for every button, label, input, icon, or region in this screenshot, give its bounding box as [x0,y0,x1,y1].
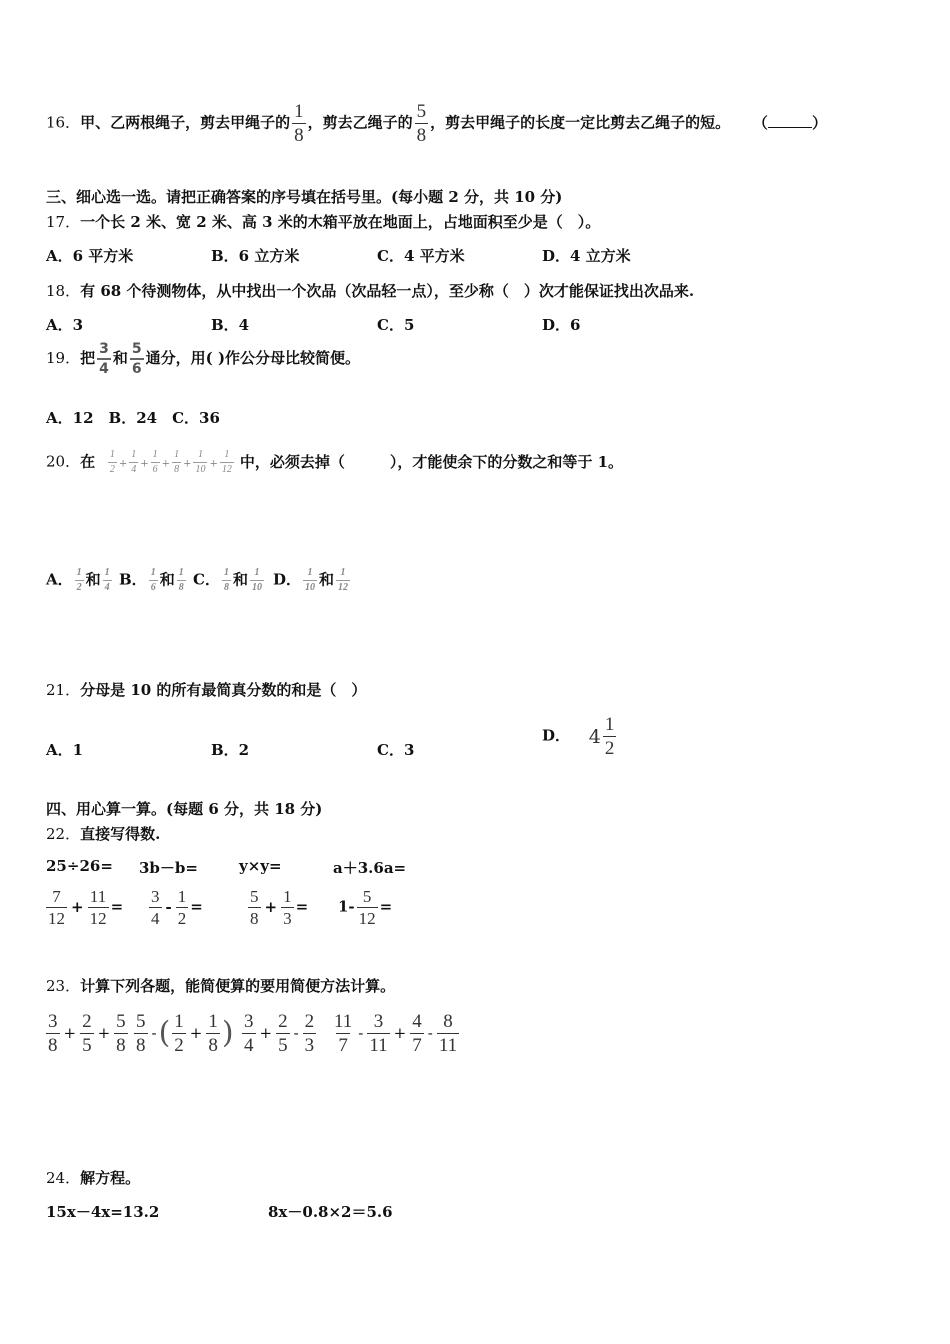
q21-option-a[interactable]: A．1 [46,741,84,759]
section-4-title: 四、用心算一算。(每题 6 分，共 18 分) [46,800,323,818]
q24 [46,1167,140,1188]
q23-expr-3-fraction-1: $\frac{3}{4}$ [244,1011,254,1056]
q23-expr-3-fraction-2: $\frac{2}{5}$ [278,1011,288,1056]
q20-number: 20． [46,452,81,471]
q23-expr-3-fraction-3: $\frac{2}{3}$ [304,1011,315,1056]
q20 [46,450,623,475]
q20-sum-fraction-3: $\frac{1}{6}$ [152,449,158,475]
q23-expr-4: $\frac{11}{7}$ - $\frac{3}{11}$ + $\frac{4}{7}$ - $\frac{8}{11}$ [334,1011,458,1056]
q22-row2-expr-2: $\frac{3}{4}$ - $\frac{1}{2}$ = [151,887,203,928]
q23-expr-4-fraction-1: $\frac{11}{7}$ [334,1011,353,1056]
q23-expr-1-fraction-2: $\frac{2}{5}$ [82,1011,92,1056]
q20-text-part2: 中，必须去掉（ ），才能使余下的分数之和等于 1。 [239,452,624,471]
q21-number: 21． [46,681,81,699]
q22-title: 直接写得数. [80,825,161,843]
q16-fraction-2: $\frac{5}{8}$ [416,101,427,146]
q20-option-b[interactable]: B． $\frac{1}{6}$ 和 $\frac{1}{8}$ [119,567,184,593]
q16-text-part2: ，剪去乙绳子的 [307,113,413,132]
q19-fraction-2: $\frac{5}{6}$ [131,341,142,377]
q19-text-part1: 把 [80,349,96,367]
q23-title: 计算下列各题，能简便算的要用简便方法计算。 [80,977,396,995]
q18-option-a[interactable]: A．3 [46,316,84,334]
q17-option-b[interactable]: B．6 立方米 [211,247,300,265]
q22-row1-expr-1: 25÷26= [46,857,113,875]
q22-row1-expr-4: a＋3.6a= [333,859,407,877]
q23-expr-2-fraction-2: $\frac{1}{8}$ [208,1011,218,1056]
q20-option-c-fraction-1: $\frac{1}{8}$ [223,567,229,593]
q21-option-d-whole: 4 [588,725,601,748]
q23-expr-2-fraction-0: $\frac{5}{8}$ [136,1011,146,1056]
q16-answer-blank[interactable]: （ ） [752,113,827,132]
q22-row2-expr-3: $\frac{5}{8}$ + $\frac{1}{3}$ = [250,887,309,928]
q18 [46,280,694,301]
q18-option-c[interactable]: C．5 [377,316,415,334]
q19-number: 19． [46,349,81,367]
q23-expr-1-fraction-3: $\frac{5}{8}$ [116,1011,126,1056]
q23-expr-2-left-paren: ( [158,1015,171,1051]
q23-expr-4-fraction-3: $\frac{4}{7}$ [412,1011,422,1056]
q20-sum-fraction-2: $\frac{1}{4}$ [131,449,137,475]
q21-text: 分母是 10 的所有最简真分数的和是（ ） [80,681,367,699]
q22-row2-expr-1-fraction-1: $\frac{7}{12}$ [48,887,65,928]
q23-expr-1: $\frac{3}{8}$ + $\frac{2}{5}$ + $\frac{5}{8}$ [48,1011,126,1056]
q20-sum-fraction-5: $\frac{1}{10}$ [195,449,206,475]
q16-text-part1: 甲、乙两根绳子，剪去甲绳子的 [80,113,291,132]
q22 [46,823,160,844]
q21-option-c[interactable]: C．3 [377,741,415,759]
q20-sum-fraction-1: $\frac{1}{2}$ [109,449,115,475]
q20-option-b-fraction-2: $\frac{1}{8}$ [178,567,184,593]
q17-text: 一个长 2 米、宽 2 米、高 3 米的木箱平放在地面上，占地面积至少是（ ）。 [80,213,601,231]
q21-option-b[interactable]: B．2 [211,741,250,759]
q18-option-d[interactable]: D．6 [542,316,581,334]
q20-text-part1: 在 [80,452,96,471]
q22-row2-expr-4-fraction: $\frac{5}{12}$ [358,887,376,928]
q20-option-b-fraction-1: $\frac{1}{6}$ [150,567,156,593]
q23-number: 23． [46,977,81,995]
q20-option-d-fraction-2: $\frac{1}{12}$ [338,567,349,593]
q20-fraction-sum: $\frac{1}{2}$ + $\frac{1}{4}$ + $\frac{1}{6}$ + $\frac{1}{8}$ + $\frac{1}{10}$ + $\frac{1}{12}$ [109,449,232,475]
q20-option-a-fraction-2: $\frac{1}{4}$ [104,567,110,593]
q18-number: 18． [46,282,81,300]
q17-option-a[interactable]: A．6 平方米 [46,247,134,265]
q20-sum-fraction-4: $\frac{1}{8}$ [174,449,180,475]
q23-expr-1-fraction-1: $\frac{3}{8}$ [48,1011,58,1056]
q23-expr-2-right-paren: ) [221,1015,234,1051]
q22-row2-expr-1: $\frac{7}{12}$ + $\frac{11}{12}$ = [48,887,124,928]
q20-option-c[interactable]: C． $\frac{1}{8}$ 和 $\frac{1}{10}$ [193,567,262,593]
q17-option-c[interactable]: C．4 平方米 [377,247,465,265]
q23-expr-2-fraction-1: $\frac{1}{2}$ [174,1011,184,1056]
q20-option-a-fraction-1: $\frac{1}{2}$ [76,567,82,593]
q20-option-d[interactable]: D． $\frac{1}{10}$ 和 $\frac{1}{12}$ [273,567,349,593]
q22-number: 22． [46,825,81,843]
q23-expr-2: $\frac{5}{8}$ -( $\frac{1}{2}$ + $\frac{1}{8}$ ) [136,1011,234,1056]
q24-title: 解方程。 [80,1169,141,1187]
q20-option-d-fraction-1: $\frac{1}{10}$ [305,567,316,593]
q22-row2-expr-4: 1- $\frac{5}{12}$ = [338,887,393,928]
q16 [46,102,827,145]
q23-expr-4-fraction-2: $\frac{3}{11}$ [369,1011,388,1056]
q21-option-d[interactable]: D． 4 $\frac{1}{2}$ [542,714,615,759]
q21-option-d-fraction: $\frac{1}{2}$ [604,714,615,759]
section-3-title: 三、细心选一选。请把正确答案的序号填在括号里。(每小题 2 分，共 10 分) [46,188,563,206]
q16-fraction-1: $\frac{1}{8}$ [294,101,304,146]
q20-option-c-fraction-2: $\frac{1}{10}$ [251,567,262,593]
q21 [46,679,366,700]
q20-option-a[interactable]: A． $\frac{1}{2}$ 和 $\frac{1}{4}$ [46,567,110,593]
q18-option-b[interactable]: B．4 [211,316,250,334]
q19-and: 和 [112,349,128,367]
q24-number: 24． [46,1169,81,1187]
q22-row1-expr-2: 3b－b= [139,859,198,877]
q19-fraction-1: $\frac{3}{4}$ [99,341,109,377]
q16-text-part3: ，剪去甲绳子的长度一定比剪去乙绳子的短。 [430,113,731,132]
q22-row2-expr-3-fraction-1: $\frac{5}{8}$ [250,887,259,928]
q20-sum-fraction-6: $\frac{1}{12}$ [221,449,232,475]
q19 [46,342,360,376]
q23 [46,975,395,996]
q17 [46,211,600,232]
q22-row1-expr-3: y×y= [239,857,282,875]
q19-options[interactable]: A．12 B．24 C．36 [46,409,220,427]
q16-number: 16． [46,113,81,132]
q23-expr-4-fraction-4: $\frac{8}{11}$ [438,1011,458,1056]
q24-equation-2: 8x－0.8×2＝5.6 [268,1203,393,1221]
q19-text-part2: 通分，用( )作公分母比较简便。 [145,349,361,367]
q18-text: 有 68 个待测物体，从中找出一个次品（次品轻一点），至少称（ ）次才能保证找出次品来. [80,282,695,300]
q22-row2-expr-2-fraction-2: $\frac{1}{2}$ [177,887,187,928]
q17-option-d[interactable]: D．4 立方米 [542,247,631,265]
q22-row2-expr-3-fraction-2: $\frac{1}{3}$ [283,887,292,928]
q17-number: 17． [46,213,81,231]
q22-row2-expr-2-fraction-1: $\frac{3}{4}$ [151,887,160,928]
q23-expr-3: $\frac{3}{4}$ + $\frac{2}{5}$ - $\frac{2}{3}$ [244,1011,315,1056]
q24-equation-1: 15x－4x=13.2 [46,1203,160,1221]
q22-row2-expr-1-fraction-2: $\frac{11}{12}$ [89,887,107,928]
